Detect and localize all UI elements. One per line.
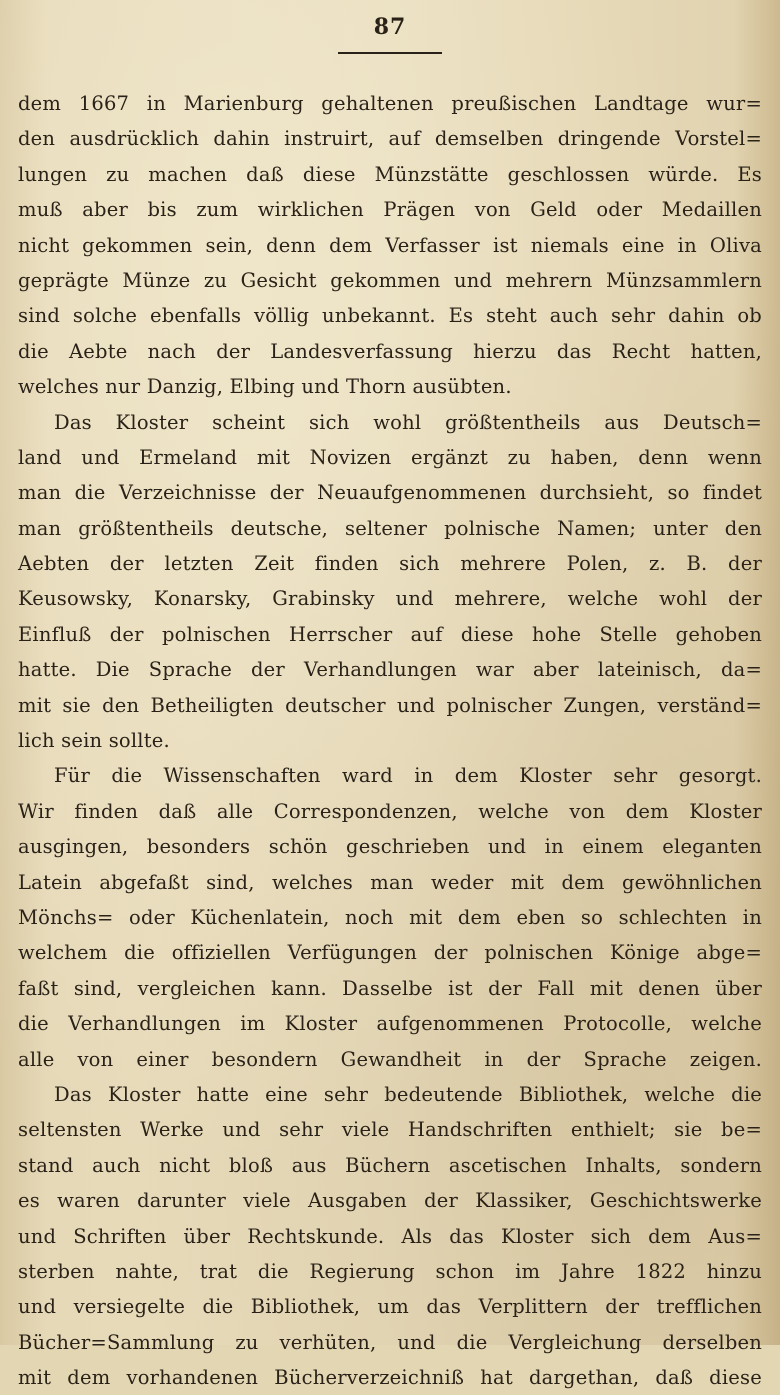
paragraph-start-line: Für die Wissenschaften ward in dem Kloster sehr gesorgt. — [54, 764, 762, 788]
text-line: und Schriften über Rechtskunde. Als das Kloster sich dem Aus= — [18, 1224, 762, 1248]
text-line: die Aebte nach der Landesverfassung hierzu das Recht hatten, — [18, 339, 762, 363]
text-line: Latein abgefaßt sind, welches man weder mit dem gewöhnlichen — [18, 870, 762, 894]
text-line: Wir finden daß alle Correspondenzen, welche von dem Kloster — [18, 799, 762, 823]
text-line: lungen zu machen daß diese Münzstätte geschlossen würde. Es — [18, 162, 762, 186]
text-line: Mönchs= oder Küchenlatein, noch mit dem eben so schlechten in — [18, 905, 762, 929]
text-line: muß aber bis zum wirklichen Prägen von Geld oder Medaillen — [18, 198, 762, 222]
text-line: man größtentheils deutsche, seltener polnische Namen; unter den — [18, 516, 762, 540]
text-line: Keusowsky, Konarsky, Grabinsky und mehrere, welche wohl der — [18, 587, 762, 611]
text-line: man die Verzeichnisse der Neuaufgenommenen durchsieht, so findet — [18, 481, 762, 505]
text-line: es waren darunter viele Ausgaben der Klassiker, Geschichtswerke — [18, 1189, 762, 1213]
text-line: seltensten Werke und sehr viele Handschriften enthielt; sie be= — [18, 1118, 762, 1142]
text-line: Einfluß der polnischen Herrscher auf diese hohe Stelle gehoben — [18, 622, 762, 646]
text-line: mit dem vorhandenen Bücherverzeichniß hat dargethan, daß diese — [18, 1366, 762, 1390]
text-line: ausgingen, besonders schön geschrieben und in einem eleganten — [18, 835, 762, 859]
text-line: faßt sind, vergleichen kann. Dasselbe ist der Fall mit denen über — [18, 976, 762, 1000]
text-line: und versiegelte die Bibliothek, um das Verplittern der trefflichen — [18, 1295, 762, 1319]
text-line: dem 1667 in Marienburg gehaltenen preußischen Landtage wur= — [18, 92, 762, 115]
text-line: hatte. Die Sprache der Verhandlungen war aber lateinisch, da= — [18, 658, 762, 682]
text-line: alle von einer besondern Gewandheit in der Sprache zeigen. — [18, 1047, 762, 1071]
text-line: sterben nahte, trat die Regierung schon im Jahre 1822 hinzu — [18, 1259, 762, 1283]
paragraph-start-line: Das Kloster scheint sich wohl größtentheils aus Deutsch= — [54, 410, 762, 434]
text-line: nicht gekommen sein, denn dem Verfasser ist niemals eine in Oliva — [18, 233, 762, 257]
text-line: lich sein sollte. — [18, 729, 170, 753]
text-line: mit sie den Betheiligten deutscher und polnischer Zungen, verständ= — [18, 693, 762, 717]
text-line: den ausdrücklich dahin instruirt, auf demselben dringende Vorstel= — [18, 127, 762, 151]
text-line: geprägte Münze zu Gesicht gekommen und mehrern Münzsammlern — [18, 268, 762, 292]
text-line: sind solche ebenfalls völlig unbekannt. Es steht auch sehr dahin ob — [18, 304, 762, 328]
page-number: 87 — [373, 14, 407, 40]
text-line: die Verhandlungen im Kloster aufgenommenen Protocolle, welche — [18, 1012, 762, 1036]
text-line: Bücher=Sammlung zu verhüten, und die Vergleichung derselben — [18, 1330, 762, 1354]
text-line: welches nur Danzig, Elbing und Thorn ausübten. — [18, 375, 512, 399]
paragraph-start-line: Das Kloster hatte eine sehr bedeutende Bibliothek, welche die — [54, 1082, 762, 1106]
header-rule — [338, 52, 442, 54]
body-text — [18, 86, 762, 1395]
text-line: Aebten der letzten Zeit finden sich mehrere Polen, z. B. der — [18, 552, 762, 576]
text-line: stand auch nicht bloß aus Büchern ascetischen Inhalts, sondern — [18, 1153, 762, 1177]
text-line: land und Ermeland mit Novizen ergänzt zu haben, denn wenn — [18, 445, 762, 469]
text-line: welchem die offiziellen Verfügungen der polnischen Könige abge= — [18, 941, 762, 965]
